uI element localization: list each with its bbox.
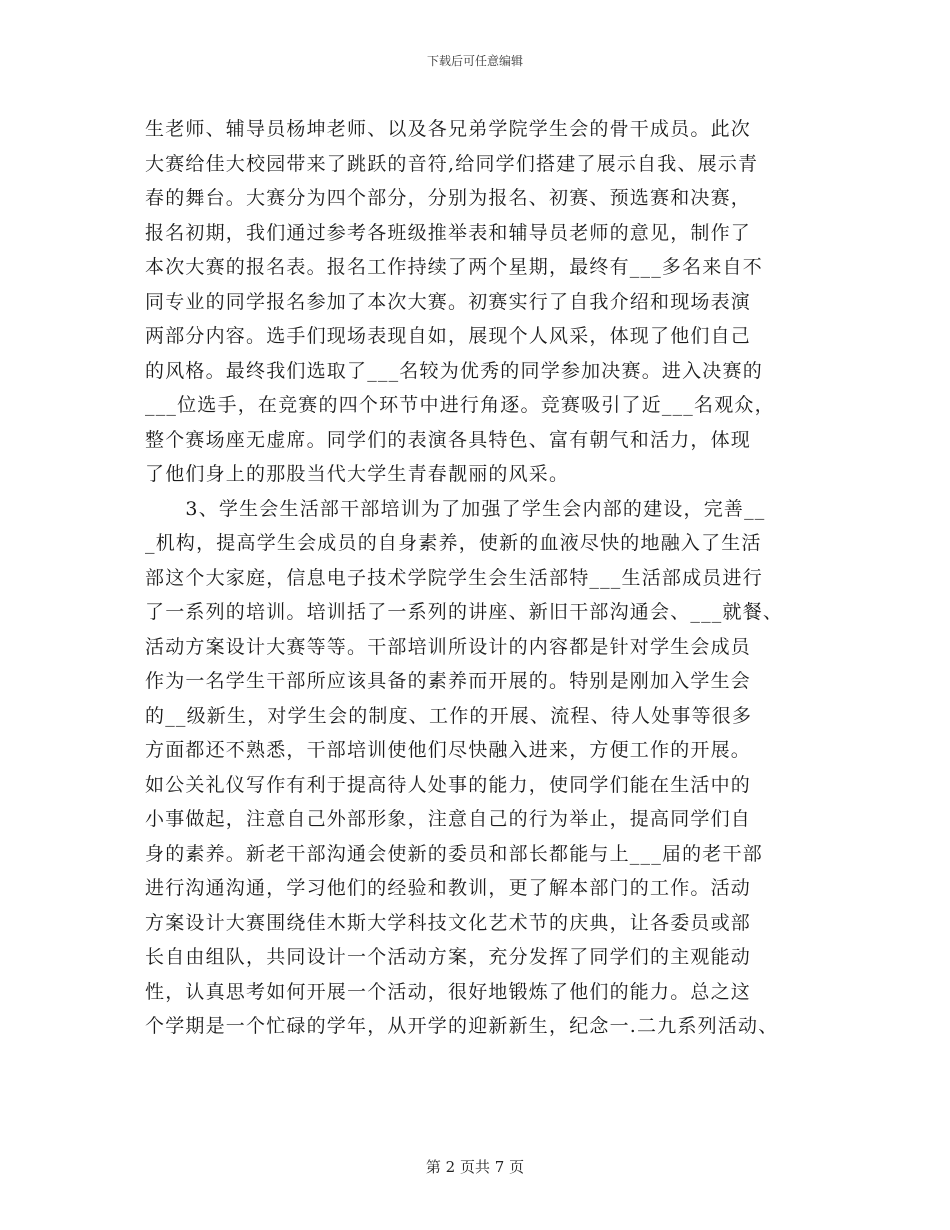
document-body — [145, 112, 825, 1044]
text-line: 了一系列的培训。培训括了一系列的讲座、新旧干部沟通会、___就餐、 — [145, 601, 784, 623]
text-line: 同专业的同学报名参加了本次大赛。初赛实行了自我介绍和现场表演 — [145, 290, 752, 313]
text-line: 的__级新生，对学生会的制度、工作的开展、流程、待人处事等很多 — [145, 704, 753, 727]
text-line: 作为一名学生干部所应该具备的素养而开展的。特别是刚加入学生会 — [145, 670, 752, 692]
text-line: 进行沟通沟通，学习他们的经验和教训，更了解本部门的工作。活动 — [145, 877, 752, 899]
text-line: 报名初期，我们通过参考各班级推举表和辅导员老师的意见，制作了 — [145, 221, 752, 244]
text-line: 如公关礼仪写作有利于提高待人处事的能力，使同学们能在生活中的 — [145, 773, 752, 796]
text-line: 生老师、辅导员杨坤老师、以及各兄弟学院学生会的骨干成员。此次 — [145, 118, 752, 140]
text-line: 整个赛场座无虚席。同学们的表演各具特色、富有朝气和活力，体现 — [145, 428, 752, 451]
text-line: ___位选手，在竞赛的四个环节中进行角逐。竞赛吸引了近___名观众， — [145, 394, 775, 416]
text-line: 方面都还不熟悉，干部培训使他们尽快融入进来，方便工作的开展。 — [145, 739, 752, 761]
text-line: 本次大赛的报名表。报名工作持续了两个星期，最终有___多名来自不 — [145, 256, 763, 278]
page-number: 第 2 页共 7 页 — [425, 1158, 525, 1176]
text-line: 性，认真思考如何开展一个活动，很好地锻炼了他们的能力。总之这 — [145, 980, 752, 1003]
text-line: 方案设计大赛围绕佳木斯大学科技文化艺术节的庆典，让各委员或部 — [145, 911, 752, 934]
text-line: 大赛给佳大校园带来了跳跃的音符,给同学们搭建了展示自我、展示青 — [145, 152, 759, 175]
text-line: 小事做起，注意自己外部形象，注意自己的行为举止，提高同学们自 — [145, 808, 752, 830]
text-line: 长自由组队，共同设计一个活动方案，充分发挥了同学们的主观能动 — [145, 946, 752, 968]
text-line: 了他们身上的那股当代大学生青春靓丽的风采。 — [145, 463, 570, 485]
text-line: 的风格。最终我们选取了___名较为优秀的同学参加决赛。进入决赛的 — [145, 359, 763, 382]
text-line: 身的素养。新老干部沟通会使新的委员和部长都能与上___届的老干部 — [145, 842, 763, 865]
text-line: 部这个大家庭，信息电子技术学院学生会生活部特___生活部成员进行 — [145, 566, 763, 589]
paragraph-start-line: 3、学生会生活部干部培训为了加强了学生会内部的建设，完善__ — [145, 497, 766, 520]
text-line: 两部分内容。选手们现场表现自如，展现个人风采，体现了他们自己 — [145, 325, 752, 347]
text-line: 春的舞台。大赛分为四个部分，分别为报名、初赛、预选赛和决赛， — [145, 187, 752, 209]
text-line: _机构，提高学生会成员的自身素养，使新的血液尽快的地融入了生活 — [145, 532, 762, 554]
page-header: 下载后可任意编辑 — [426, 54, 523, 68]
text-line: 个学期是一个忙碌的学年，从开学的迎新新生，纪念一.二九系列活动、 — [145, 1015, 779, 1037]
text-line: 活动方案设计大赛等等。干部培训所设计的内容都是针对学生会成员 — [145, 635, 752, 658]
